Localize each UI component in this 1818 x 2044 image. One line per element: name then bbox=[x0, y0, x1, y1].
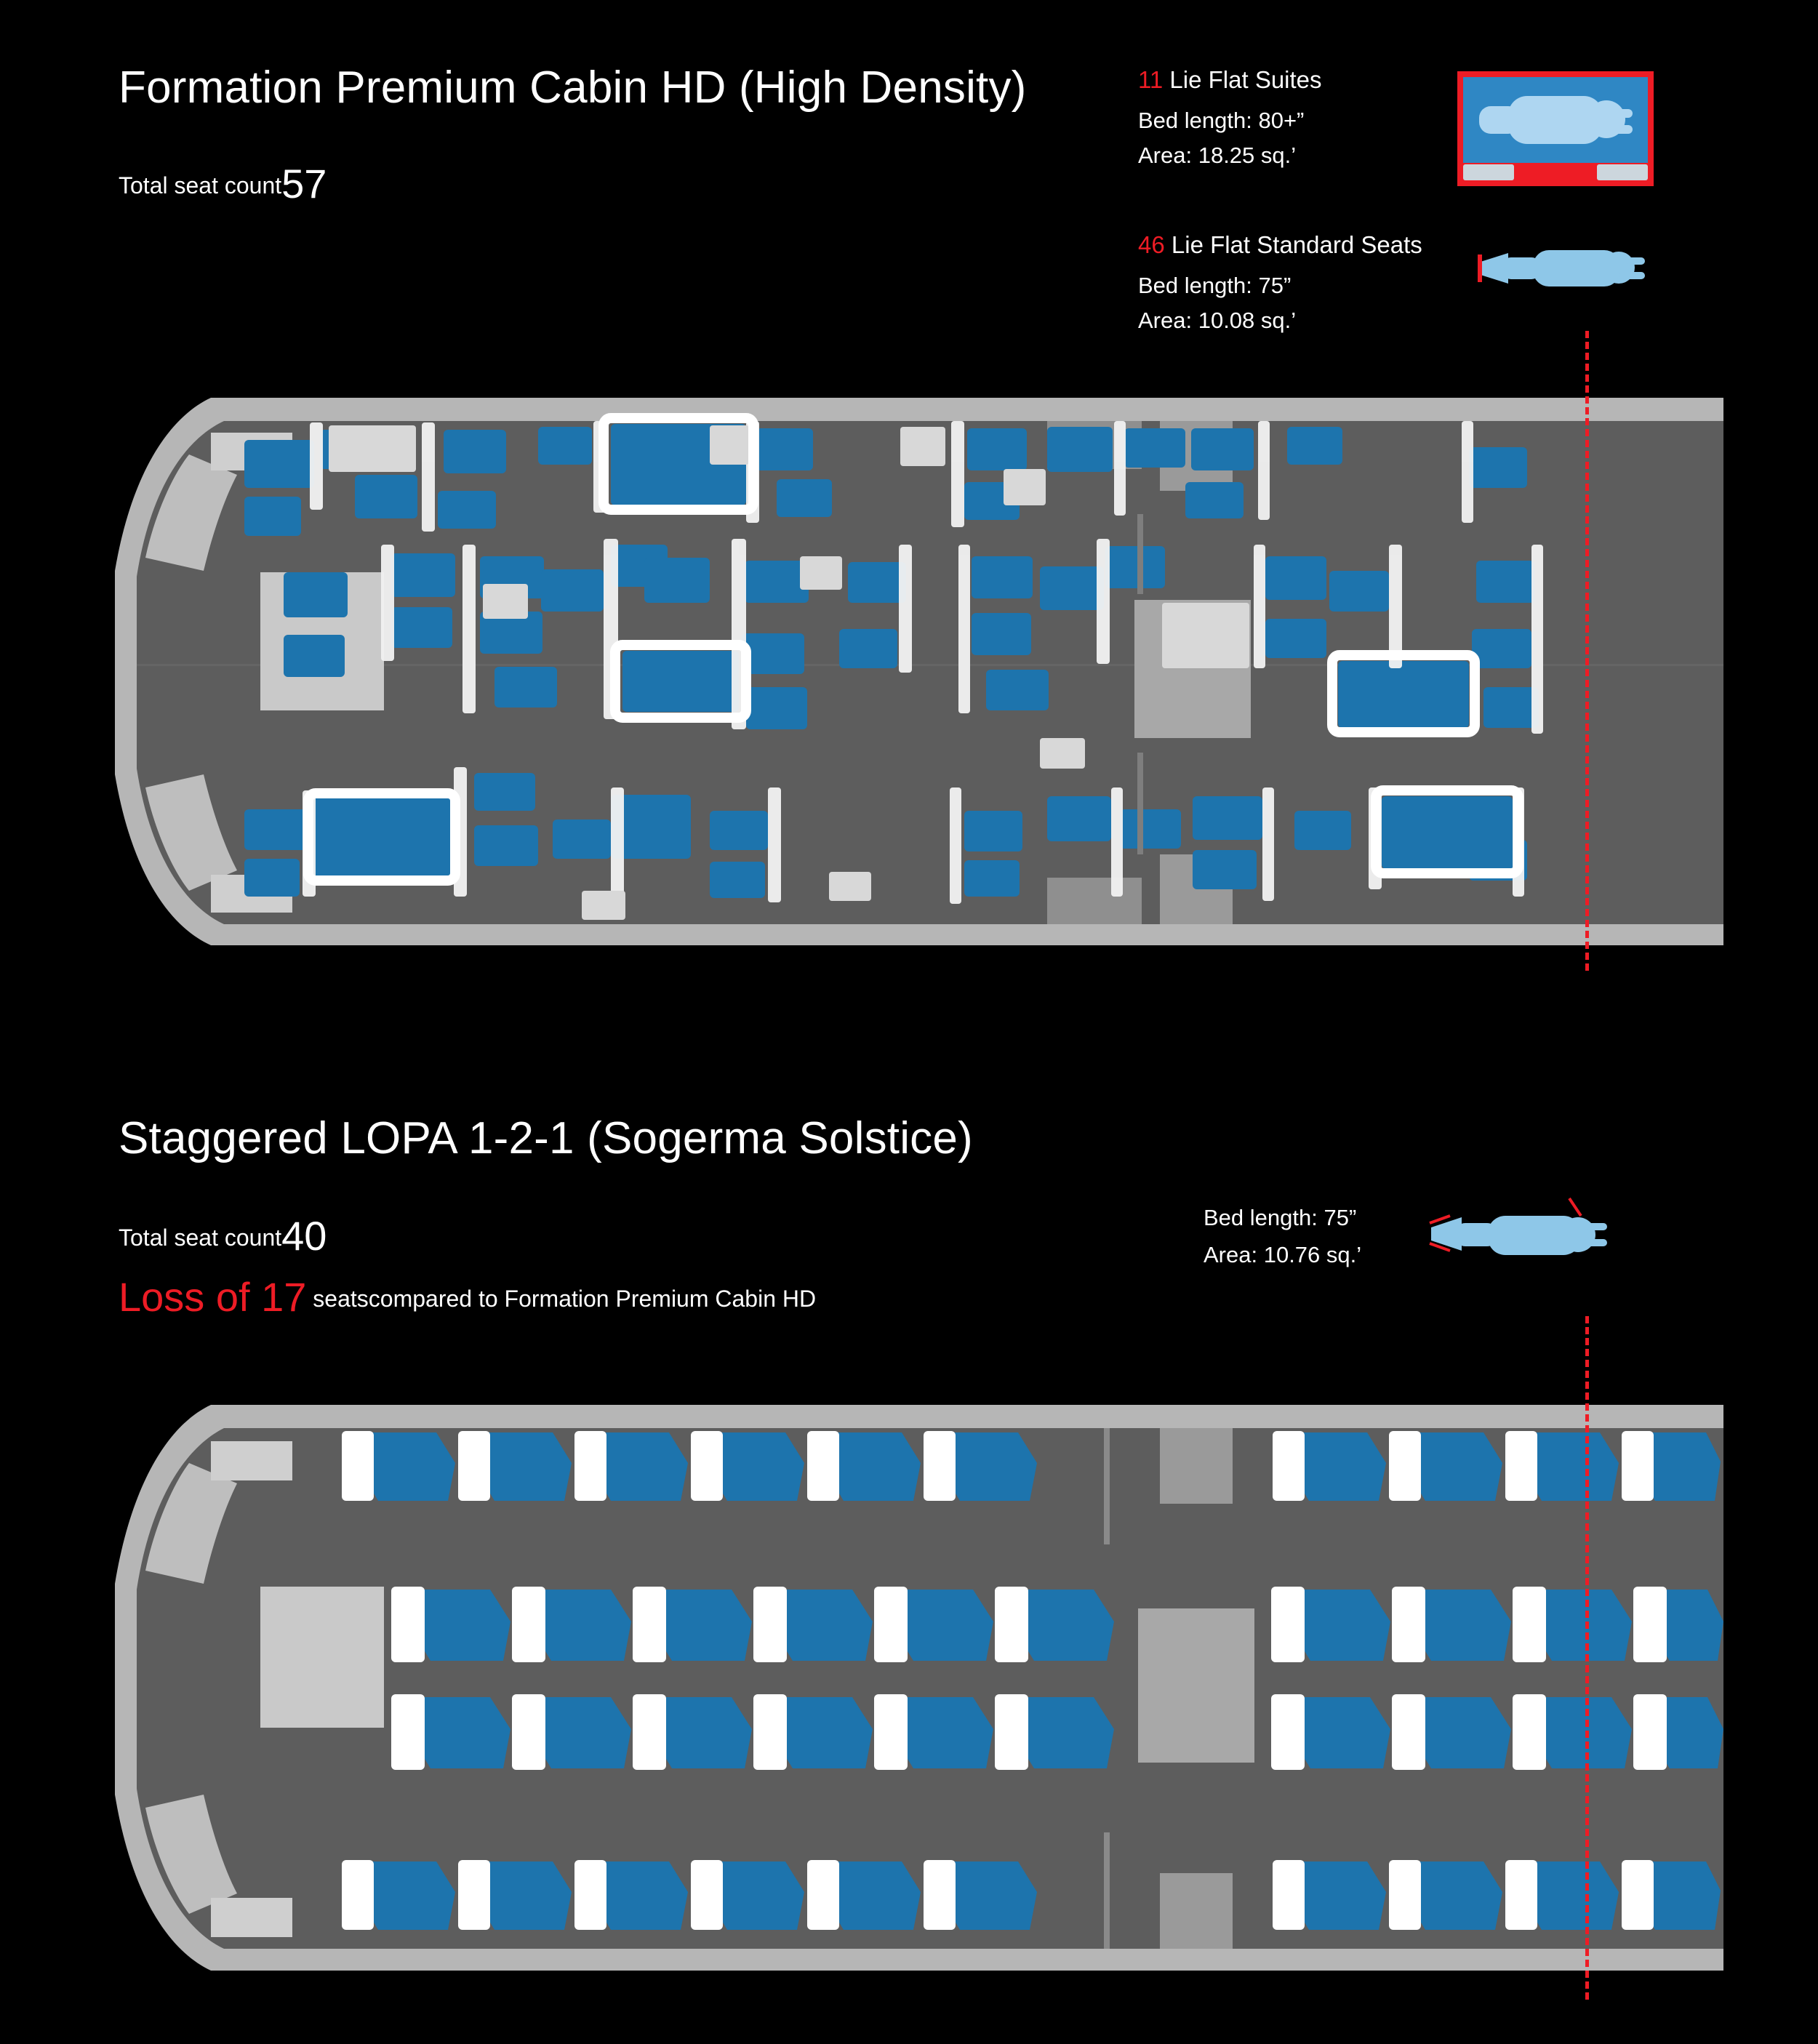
legend-standard-head bbox=[1138, 229, 1422, 261]
page-title: Formation Premium Cabin HD (High Density) bbox=[119, 63, 1027, 113]
legend-lie-flat-suites bbox=[1138, 64, 1322, 171]
suite-plan-icon bbox=[1457, 71, 1654, 186]
total-seat-count-label: Total seat count bbox=[119, 172, 282, 199]
legend-suites-count: 11 bbox=[1138, 66, 1164, 93]
total-seat-count-value-2: 40 bbox=[281, 1213, 327, 1259]
standard-seat-plan-icon bbox=[1476, 233, 1651, 305]
legend-suites-head bbox=[1138, 64, 1322, 96]
total-seat-count-label-2: Total seat count bbox=[119, 1225, 282, 1251]
seat-loss-value: Loss of 17 bbox=[119, 1274, 307, 1320]
legend-suites-area: Area: 18.25 sq.’ bbox=[1138, 143, 1297, 169]
legend-lie-flat-standard bbox=[1138, 229, 1422, 336]
legend-standard-count: 46 bbox=[1138, 231, 1165, 258]
seat-loss-mid: seats bbox=[306, 1286, 369, 1312]
section-staggered-lopa bbox=[0, 1040, 1818, 2044]
legend-standard-bed: Bed length: 75” bbox=[1138, 272, 1292, 298]
cabin-plan-formation-premium bbox=[102, 389, 1723, 953]
legend-suites-name: Lie Flat Suites bbox=[1163, 66, 1322, 93]
staggered-seat-plan-icon bbox=[1425, 1194, 1614, 1274]
legend-staggered-area: Area: 10.76 sq.’ bbox=[1204, 1241, 1362, 1267]
legend-staggered-bed: Bed length: 75” bbox=[1204, 1205, 1357, 1230]
cabin-plan-staggered-lopa bbox=[102, 1396, 1723, 1978]
legend-staggered-text bbox=[1204, 1203, 1361, 1270]
cabin-section-divider-1 bbox=[1585, 331, 1589, 971]
page-title-2: Staggered LOPA 1-2-1 (Sogerma Solstice) bbox=[119, 1113, 973, 1163]
seat-loss-note bbox=[119, 1273, 816, 1320]
legend-standard-area: Area: 10.08 sq.’ bbox=[1138, 308, 1297, 334]
seat-loss-suffix: compared to Formation Premium Cabin HD bbox=[368, 1286, 817, 1312]
total-seat-count-value: 57 bbox=[281, 161, 327, 207]
cabin-section-divider-2 bbox=[1585, 1316, 1589, 2000]
total-seat-count-1 bbox=[119, 160, 327, 207]
total-seat-count-2 bbox=[119, 1212, 327, 1259]
legend-standard-name: Lie Flat Standard Seats bbox=[1164, 231, 1422, 258]
legend-suites-bed: Bed length: 80+” bbox=[1138, 107, 1305, 133]
